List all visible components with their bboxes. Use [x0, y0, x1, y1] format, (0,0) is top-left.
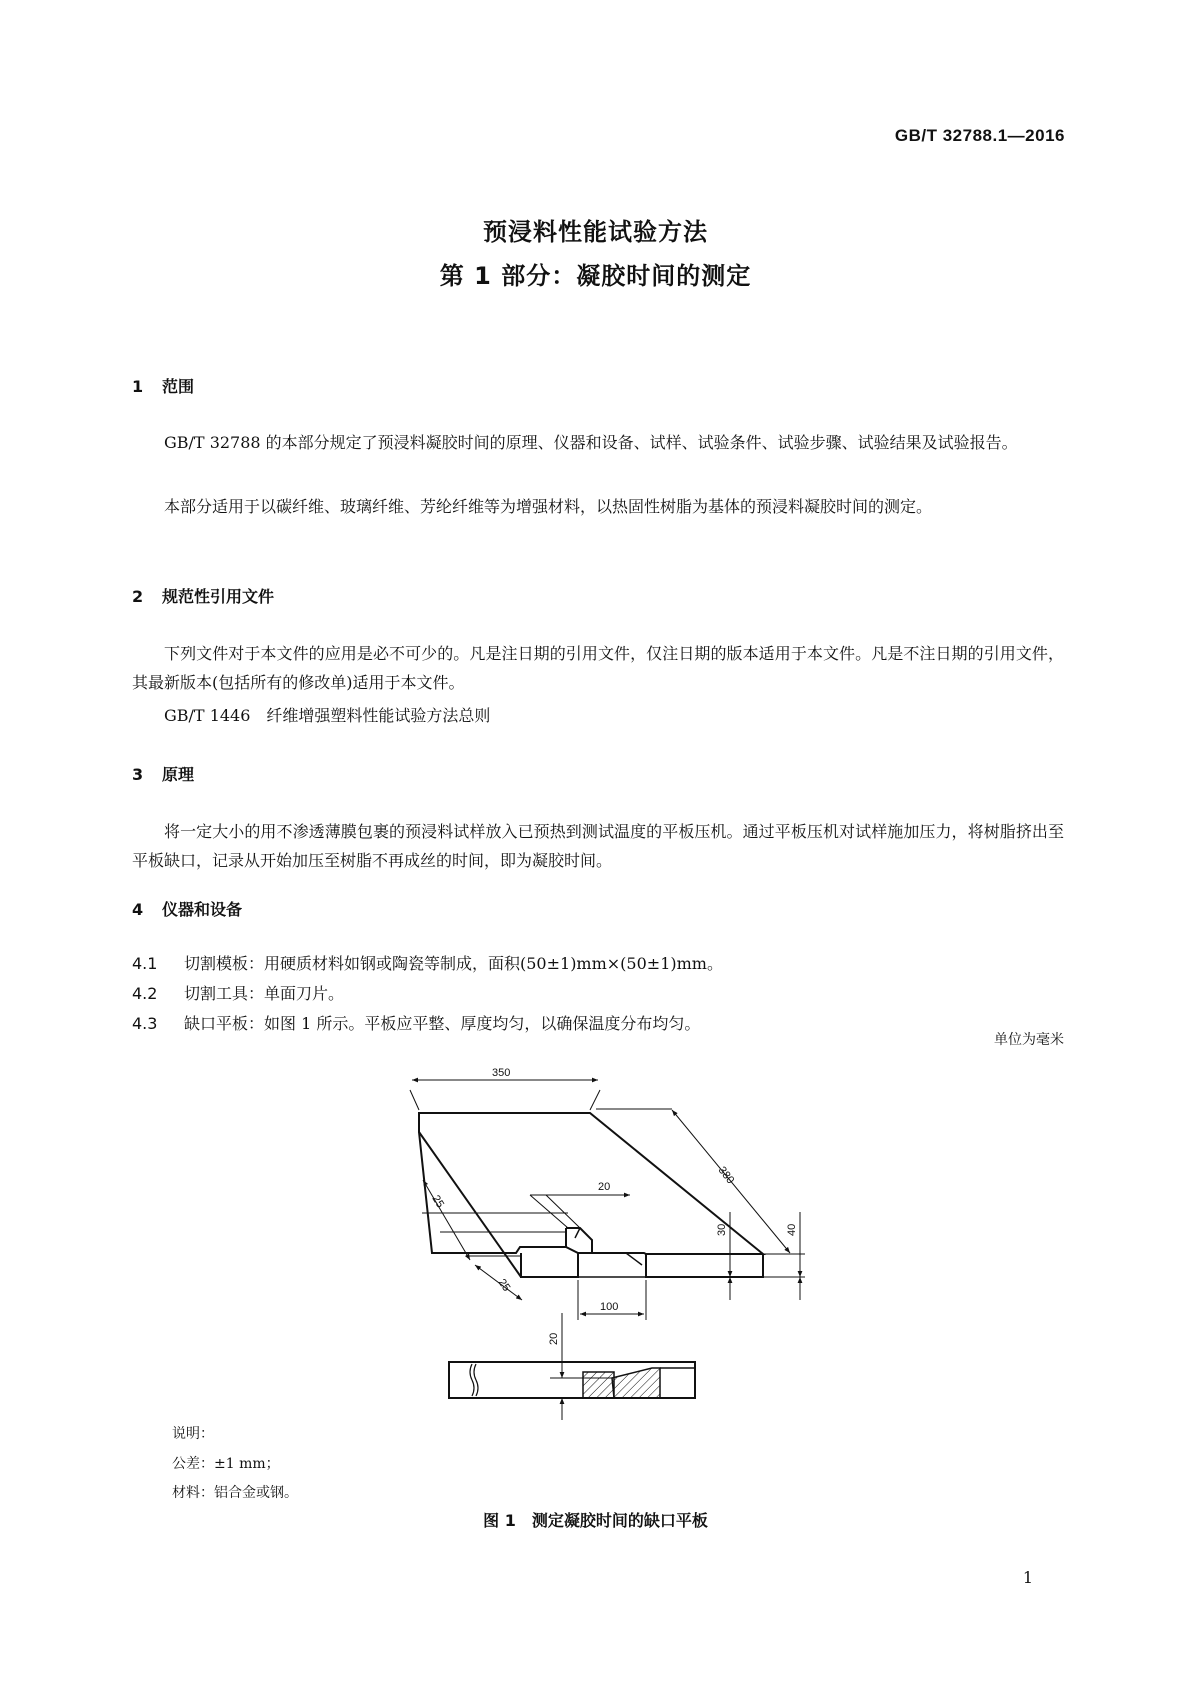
section-1-paragraph: 本部分适用于以碳纤维、玻璃纤维、芳纶纤维等为增强材料，以热固性树脂为基体的预浸料凝胶时间的测定。: [164, 497, 933, 516]
page-number: 1: [1022, 1568, 1033, 1587]
unit-note: 单位为毫米: [994, 1032, 1064, 1048]
item-number: 4.3: [132, 1014, 158, 1033]
section-3-paragraph: 将一定大小的用不渗透薄膜包裹的预浸料试样放入已预热到测试温度的平板压机。通过平板压机对试样施加压力，将树脂挤出至平板缺口，记录从开始加压至树脂不再成丝的时间，即为凝胶时间。: [132, 822, 1064, 870]
item-text: 切割工具：单面刀片。: [184, 984, 345, 1003]
section-title: 原理: [162, 765, 195, 784]
dimension-label: 25: [495, 1276, 513, 1294]
item-number: 4.2: [132, 984, 158, 1003]
dimension-label: 100: [600, 1301, 619, 1313]
item-text: 缺口平板：如图 1 所示。平板应平整、厚度均匀，以确保温度分布均匀。: [184, 1014, 701, 1033]
doc-subtitle: 第 1 部分：凝胶时间的测定: [439, 262, 752, 290]
section-title: 规范性引用文件: [162, 587, 275, 606]
dimension-label: 20: [548, 1332, 560, 1345]
section-number: 1: [132, 377, 144, 396]
figure-caption: 图 1 测定凝胶时间的缺口平板: [483, 1511, 708, 1530]
normative-reference: GB/T 1446 纤维增强塑料性能试验方法总则: [164, 706, 491, 725]
section-title: 仪器和设备: [162, 900, 243, 919]
section-view: [449, 1362, 695, 1398]
figure-tolerance-note: 公差：±1 mm；: [172, 1456, 280, 1472]
item-number: 4.1: [132, 954, 158, 973]
dimension-label: 25: [429, 1193, 447, 1210]
figure-material-note: 材料：铝合金或钢。: [172, 1485, 298, 1501]
doc-title: 预浸料性能试验方法: [483, 218, 708, 246]
dimension-label: 30: [716, 1223, 728, 1236]
section-2-paragraph: 下列文件对于本文件的应用是必不可少的。凡是注日期的引用文件，仅注日期的版本适用于本文件。凡是不注日期的引用文件，其最新版本(包括所有的修改单)适用于本文件。: [132, 644, 1064, 692]
section-title: 范围: [162, 377, 195, 396]
section-1-paragraph: GB/T 32788 的本部分规定了预浸料凝胶时间的原理、仪器和设备、试样、试验条件、试验步骤、试验结果及试验报告。: [164, 433, 1018, 452]
dimension-label: 40: [786, 1223, 798, 1236]
section-number: 2: [132, 587, 144, 606]
standard-code: GB/T 32788.1—2016: [894, 126, 1065, 145]
section-number: 3: [132, 765, 144, 784]
dimension-label: 20: [598, 1181, 611, 1193]
item-text: 切割模板：用硬质材料如钢或陶瓷等制成，面积(50±1)mm×(50±1)mm。: [184, 954, 723, 973]
dimension-label: 380: [715, 1164, 737, 1187]
section-number: 4: [132, 900, 144, 919]
dimension-label: 350: [492, 1067, 511, 1079]
figure-notes-label: 说明：: [172, 1426, 214, 1442]
